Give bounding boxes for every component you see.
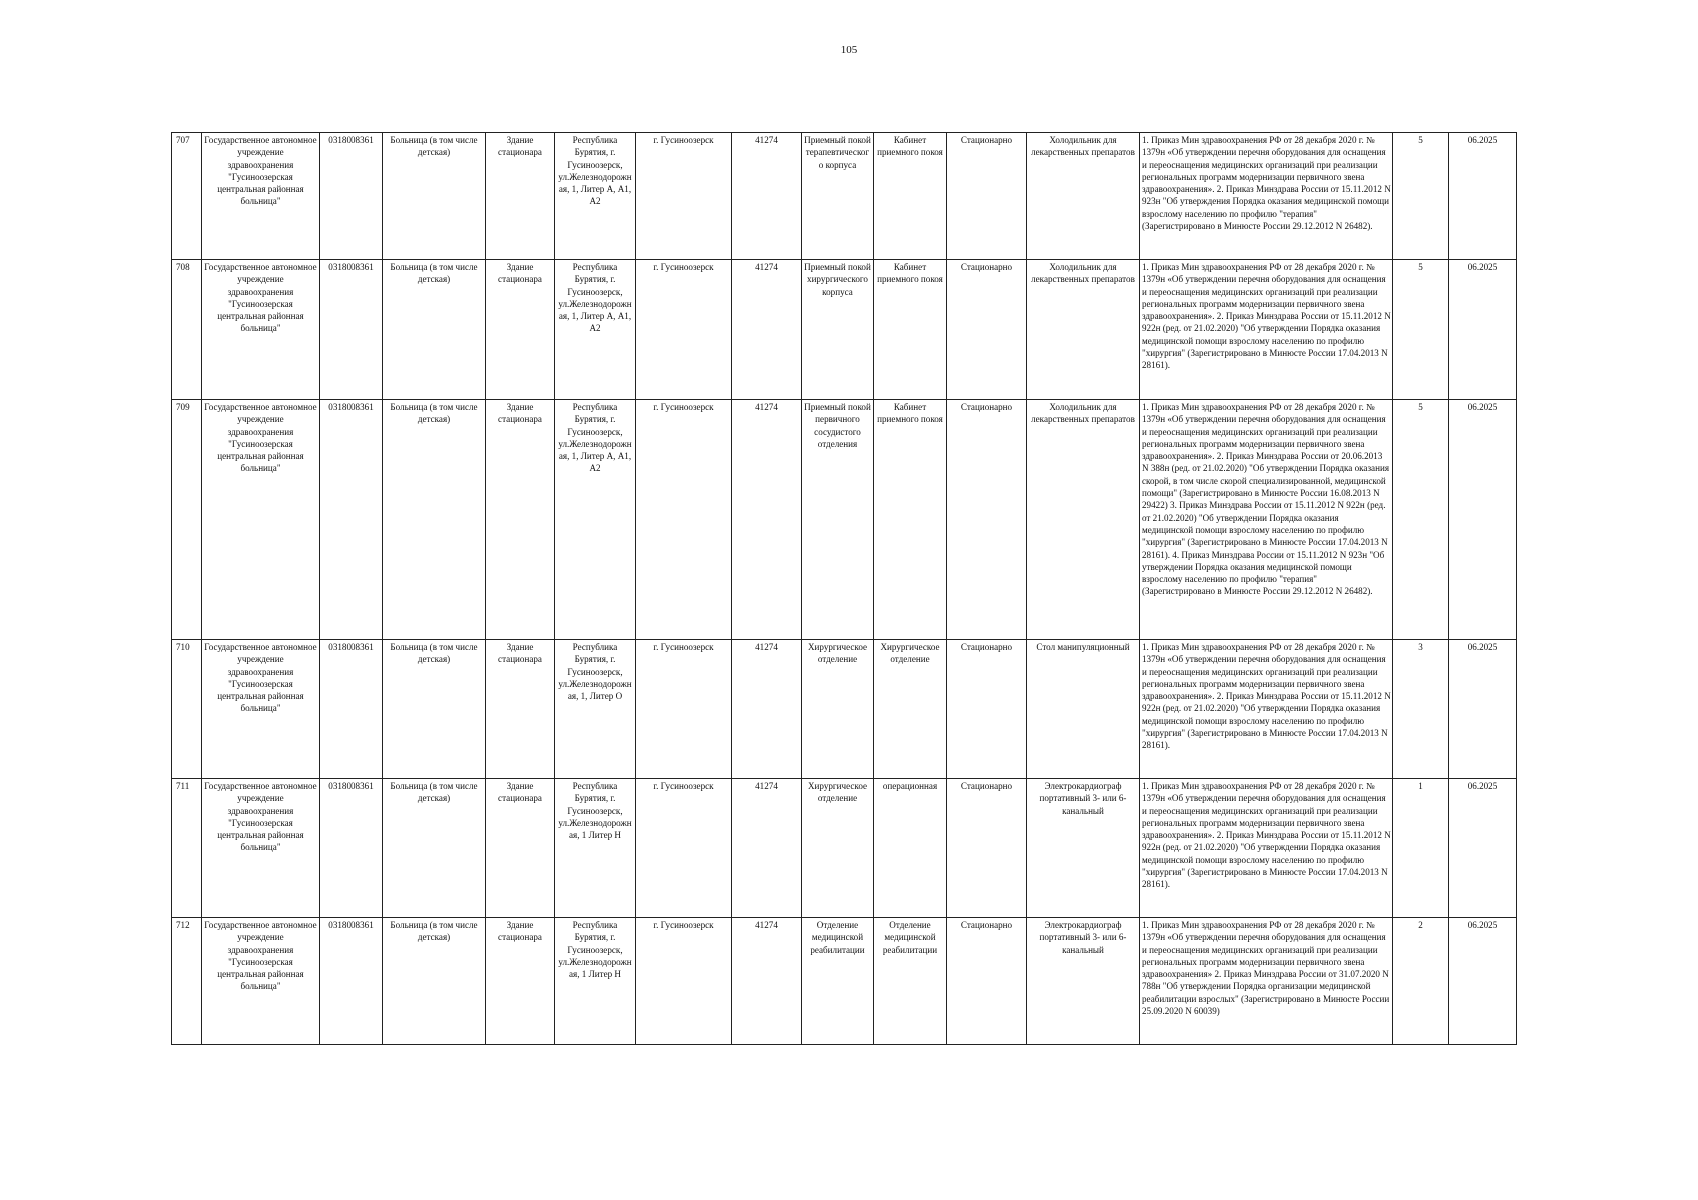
address-cell: Республика Бурятия, г. Гусиноозерск, ул.Железнодорожная, 1, Литер А, А1, А2 [555,260,636,400]
care-type-cell: Стационарно [947,260,1027,400]
oktmo-cell: 41274 [732,260,802,400]
department-cell: Приемный покой терапевтического корпуса [802,133,874,260]
date-cell: 06.2025 [1449,779,1517,918]
row-number: 711 [172,779,202,918]
address-cell: Республика Бурятия, г. Гусиноозерск, ул.Железнодорожная, 1, Литер О [555,640,636,779]
row-number: 708 [172,260,202,400]
code-cell: 0318008361 [320,918,383,1045]
room-cell: Хирургическое отделение [874,640,947,779]
oktmo-cell: 41274 [732,779,802,918]
date-cell: 06.2025 [1449,918,1517,1045]
institution-cell: Государственное автономное учреждение здравоохранения "Гусиноозерская центральная районная больница" [202,133,320,260]
legal-basis-cell: 1. Приказ Мин здравоохранения РФ от 28 декабря 2020 г. № 1379н «Об утверждении перечня оборудования для оснащения и переоснащения медицинских организаций при реализации региональных программ модернизации первичного звена здравоохранения». 2. Приказ Минздрава России от 15.11.2012 N 923н "Об утверждения Порядка оказания медицинской помощи взрослому населению по профилю "терапия" (Зарегистрировано в Минюсте России 29.12.2012 N 26482). [1140,133,1393,260]
city-cell: г. Гусиноозерск [636,918,732,1045]
room-cell: операционная [874,779,947,918]
department-cell: Приемный покой первичного сосудистого отделения [802,400,874,640]
code-cell: 0318008361 [320,400,383,640]
table-row [172,779,1517,918]
building-cell: Здание стационара [486,260,555,400]
legal-basis-cell: 1. Приказ Мин здравоохранения РФ от 28 декабря 2020 г. № 1379н «Об утверждении перечня оборудования для оснащения и переоснащения медицинских организаций при реализации региональных программ модернизации первичного звена здравоохранения». 2. Приказ Минздрава России от 15.11.2012 N 922н (ред. от 21.02.2020) "Об утверждении Порядка оказания медицинской помощи взрослому населению по профилю "хирургия" (Зарегистрировано в Минюсте России 17.04.2013 N 28161). [1140,779,1393,918]
city-cell: г. Гусиноозерск [636,640,732,779]
equipment-cell: Холодильник для лекарственных препаратов [1027,133,1140,260]
table-row [172,400,1517,640]
legal-basis-cell: 1. Приказ Мин здравоохранения РФ от 28 декабря 2020 г. № 1379н «Об утверждении перечня оборудования для оснащения и переоснащения медицинских организаций при реализации региональных программ модернизации первичного звена здравоохранения». 2. Приказ Минздрава России от 20.06.2013 N 388н (ред. от 21.02.2020) "Об утверждении Порядка оказания скорой, в том числе скорой специализированной, медицинской помощи" (Зарегистрировано в Минюсте России 16.08.2013 N 29422) 3. Приказ Минздрава России от 15.11.2012 N 922н (ред. от 21.02.2020) "Об утверждении Порядка оказания медицинской помощи взрослому населению по профилю "хирургия" (Зарегистрировано в Минюсте России 17.04.2013 N 28161). 4. Приказ Минздрава России от 15.11.2012 N 923н "Об утверждении Порядка оказания медицинской помощи взрослому населению по профилю "терапия" (Зарегистрировано в Минюсте России 29.12.2012 N 26482). [1140,400,1393,640]
department-cell: Приемный покой хирургического корпуса [802,260,874,400]
oktmo-cell: 41274 [732,918,802,1045]
equipment-cell: Холодильник для лекарственных препаратов [1027,260,1140,400]
city-cell: г. Гусиноозерск [636,779,732,918]
row-number: 707 [172,133,202,260]
care-type-cell: Стационарно [947,918,1027,1045]
date-cell: 06.2025 [1449,260,1517,400]
city-cell: г. Гусиноозерск [636,260,732,400]
oktmo-cell: 41274 [732,400,802,640]
facility-type-cell: Больница (в том числе детская) [383,133,486,260]
care-type-cell: Стационарно [947,133,1027,260]
institution-cell: Государственное автономное учреждение здравоохранения "Гусиноозерская центральная районная больница" [202,918,320,1045]
building-cell: Здание стационара [486,779,555,918]
department-cell: Отделение медицинской реабилитации [802,918,874,1045]
address-cell: Республика Бурятия, г. Гусиноозерск, ул.Железнодорожная, 1 Литер Н [555,779,636,918]
row-number: 709 [172,400,202,640]
date-cell: 06.2025 [1449,133,1517,260]
institution-cell: Государственное автономное учреждение здравоохранения "Гусиноозерская центральная районная больница" [202,400,320,640]
institution-cell: Государственное автономное учреждение здравоохранения "Гусиноозерская центральная районная больница" [202,779,320,918]
legal-basis-cell: 1. Приказ Мин здравоохранения РФ от 28 декабря 2020 г. № 1379н «Об утверждении перечня оборудования для оснащения и переоснащения медицинских организаций при реализации региональных программ модернизации первичного звена здравоохранения» 2. Приказ Минздрава России от 31.07.2020 N 788н "Об утверждении Порядка организации медицинской реабилитации взрослых" (Зарегистрировано в Минюсте России 25.09.2020 N 60039) [1140,918,1393,1045]
oktmo-cell: 41274 [732,640,802,779]
oktmo-cell: 41274 [732,133,802,260]
department-cell: Хирургическое отделение [802,640,874,779]
quantity-cell: 5 [1393,133,1449,260]
building-cell: Здание стационара [486,640,555,779]
room-cell: Кабинет приемного покоя [874,260,947,400]
address-cell: Республика Бурятия, г. Гусиноозерск, ул.Железнодорожная, 1, Литер А, А1, А2 [555,400,636,640]
quantity-cell: 2 [1393,918,1449,1045]
quantity-cell: 5 [1393,400,1449,640]
table-row [172,260,1517,400]
code-cell: 0318008361 [320,640,383,779]
facility-type-cell: Больница (в том числе детская) [383,260,486,400]
quantity-cell: 5 [1393,260,1449,400]
room-cell: Кабинет приемного покоя [874,400,947,640]
building-cell: Здание стационара [486,133,555,260]
row-number: 710 [172,640,202,779]
date-cell: 06.2025 [1449,640,1517,779]
date-cell: 06.2025 [1449,400,1517,640]
facility-type-cell: Больница (в том числе детская) [383,400,486,640]
code-cell: 0318008361 [320,133,383,260]
address-cell: Республика Бурятия, г. Гусиноозерск, ул.Железнодорожная, 1 Литер Н [555,918,636,1045]
city-cell: г. Гусиноозерск [636,400,732,640]
code-cell: 0318008361 [320,260,383,400]
facility-type-cell: Больница (в том числе детская) [383,918,486,1045]
city-cell: г. Гусиноозерск [636,133,732,260]
quantity-cell: 1 [1393,779,1449,918]
building-cell: Здание стационара [486,918,555,1045]
building-cell: Здание стационара [486,400,555,640]
row-number: 712 [172,918,202,1045]
page-number: 105 [840,44,858,56]
care-type-cell: Стационарно [947,640,1027,779]
equipment-cell: Электрокардиограф портативный 3- или 6-канальный [1027,918,1140,1045]
code-cell: 0318008361 [320,779,383,918]
table-row [172,918,1517,1045]
equipment-table [171,132,1517,1045]
equipment-cell: Стол манипуляционный [1027,640,1140,779]
table-row [172,640,1517,779]
care-type-cell: Стационарно [947,400,1027,640]
equipment-cell: Холодильник для лекарственных препаратов [1027,400,1140,640]
table-row [172,133,1517,260]
legal-basis-cell: 1. Приказ Мин здравоохранения РФ от 28 декабря 2020 г. № 1379н «Об утверждении перечня оборудования для оснащения и переоснащения медицинских организаций при реализации региональных программ модернизации первичного звена здравоохранения». 2. Приказ Минздрава России от 15.11.2012 N 922н (ред. от 21.02.2020) "Об утверждении Порядка оказания медицинской помощи взрослому населению по профилю "хирургия" (Зарегистрировано в Минюсте России 17.04.2013 N 28161). [1140,260,1393,400]
institution-cell: Государственное автономное учреждение здравоохранения "Гусиноозерская центральная районная больница" [202,640,320,779]
facility-type-cell: Больница (в том числе детская) [383,640,486,779]
room-cell: Отделение медицинской реабилитации [874,918,947,1045]
care-type-cell: Стационарно [947,779,1027,918]
equipment-cell: Электрокардиограф портативный 3- или 6-канальный [1027,779,1140,918]
facility-type-cell: Больница (в том числе детская) [383,779,486,918]
department-cell: Хирургическое отделение [802,779,874,918]
address-cell: Республика Бурятия, г. Гусиноозерск, ул.Железнодорожная, 1, Литер А, А1, А2 [555,133,636,260]
room-cell: Кабинет приемного покоя [874,133,947,260]
quantity-cell: 3 [1393,640,1449,779]
institution-cell: Государственное автономное учреждение здравоохранения "Гусиноозерская центральная районная больница" [202,260,320,400]
legal-basis-cell: 1. Приказ Мин здравоохранения РФ от 28 декабря 2020 г. № 1379н «Об утверждении перечня оборудования для оснащения и переоснащения медицинских организаций при реализации региональных программ модернизации первичного звена здравоохранения». 2. Приказ Минздрава России от 15.11.2012 N 922н (ред. от 21.02.2020) "Об утверждении Порядка оказания медицинской помощи взрослому населению по профилю "хирургия" (Зарегистрировано в Минюсте России 17.04.2013 N 28161). [1140,640,1393,779]
